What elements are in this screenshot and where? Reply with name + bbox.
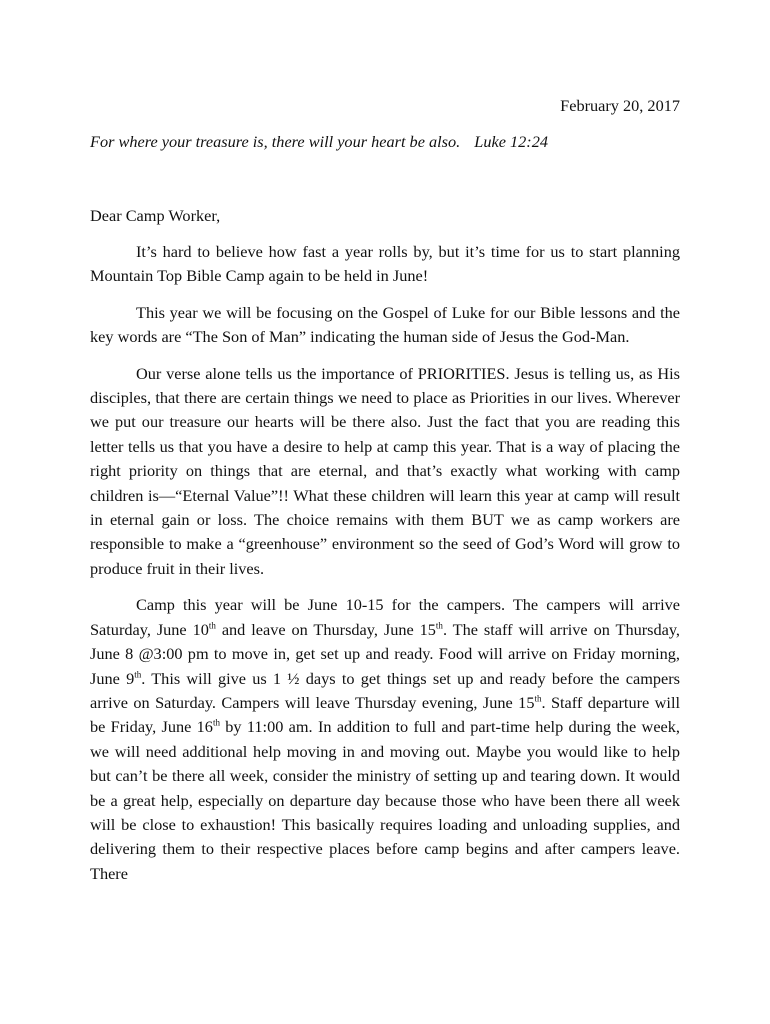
ordinal-suffix: th xyxy=(134,669,142,680)
schedule-text: . Staff departure will be Friday, June 16 xyxy=(90,692,680,737)
letter-body xyxy=(90,240,680,898)
paragraph-schedule xyxy=(90,593,680,886)
ordinal-suffix: th xyxy=(208,620,216,631)
schedule-text: by 11:00 am. In addition to full and part-time help during the week, we will need additional help moving in and moving out. Maybe you would like to help but can’t be there all week, consider the ministry of setting up and tearing down. It would be a great help, especially on departure day because those who have been there all week will be close to exhaustion! This basically requires loading and unloading supplies, and delivering them to their respective places before camp begins and after campers leave. There xyxy=(90,717,680,883)
paragraph-intro: It’s hard to believe how fast a year rolls by, but it’s time for us to start planning Mountain Top Bible Camp again to be held in June! xyxy=(90,242,680,286)
schedule-text: . This will give us 1 ½ days to get things set up and ready before the campers arrive on Saturday. Campers will leave Thursday evening, June 15 xyxy=(90,668,680,712)
ordinal-suffix: th xyxy=(534,693,542,704)
schedule-text: Camp this year will be June 10-15 for the campers. The campers will arrive Saturday, June 10 xyxy=(90,595,680,639)
letter-greeting: Dear Camp Worker, xyxy=(90,206,221,225)
schedule-text: and leave on Thursday, June 15 xyxy=(215,619,436,639)
ordinal-suffix: th xyxy=(435,620,443,631)
ordinal-suffix: th xyxy=(212,717,220,728)
verse-reference: Luke 12:24 xyxy=(474,132,548,151)
schedule-text: . The staff will arrive on Thursday, June 8 @3:00 pm to move in, get set up and ready. Food will arrive on Friday morning, June 9 xyxy=(90,619,680,688)
letter-date: February 20, 2017 xyxy=(560,96,680,115)
paragraph-priorities: Our verse alone tells us the importance of PRIORITIES. Jesus is telling us, as His disciples, that there are certain things we need to place as Priorities in our lives. Wherever we put our treasure our hearts will be there also. Just the fact that you are reading this letter tells us that you have a desire to help at camp this year. That is a way of placing the right priority on things that are eternal, and that’s exactly what working with camp children is—“Eternal Value”!! What these children will learn this year at camp will result in eternal gain or loss. The choice remains with them BUT we as camp workers are responsible to make a “greenhouse” environment so the seed of God’s Word will grow to produce fruit in their lives. xyxy=(90,363,680,578)
scripture-verse xyxy=(90,130,690,154)
verse-text: For where your treasure is, there will your heart be also. xyxy=(90,132,461,151)
paragraph-theme: This year we will be focusing on the Gospel of Luke for our Bible lessons and the key words are “The Son of Man” indicating the human side of Jesus the God-Man. xyxy=(90,302,680,347)
